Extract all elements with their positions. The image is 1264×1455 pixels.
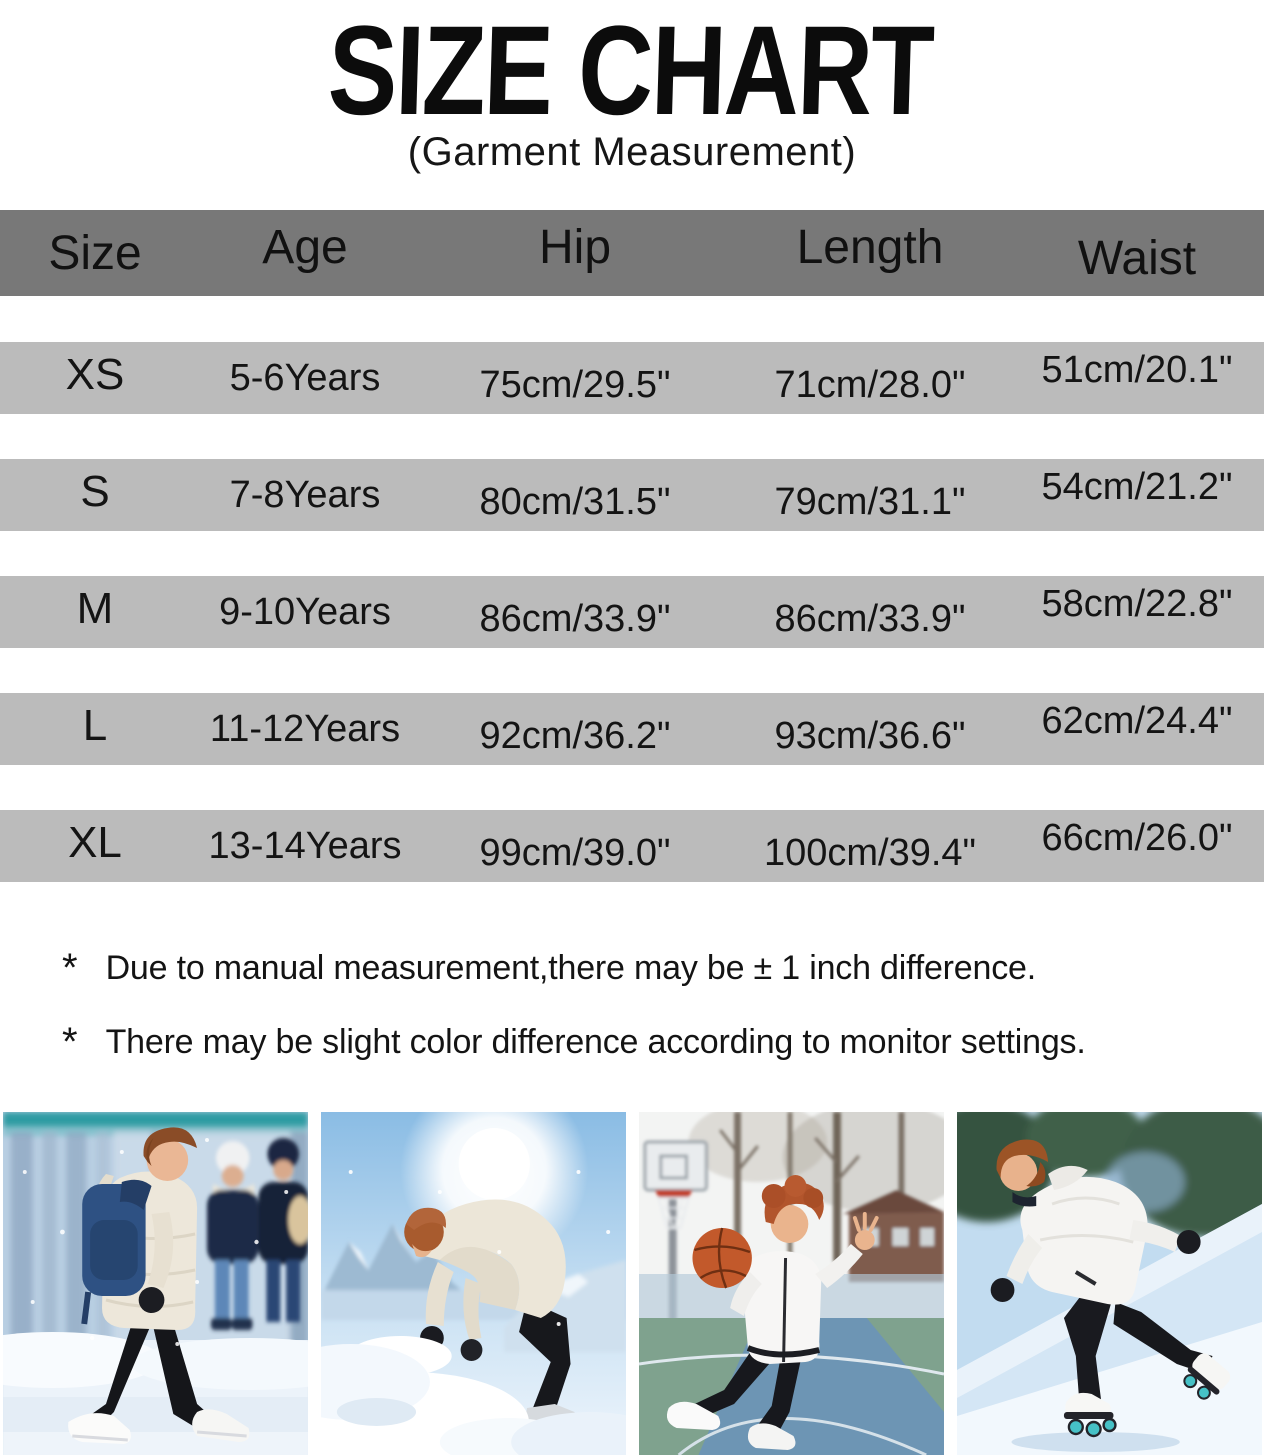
column-header-age: Age [262, 220, 348, 274]
cell-hip: 75cm/29.5" [479, 363, 671, 406]
cell-age: 11-12Years [209, 707, 401, 750]
page-subtitle: (Garment Measurement) [407, 130, 857, 174]
snow-play-scene-illustration [321, 1112, 626, 1455]
note-item [62, 1020, 1224, 1064]
cell-age: 13-14Years [208, 824, 402, 867]
table-row-m [0, 576, 1264, 648]
table-row-xs [0, 342, 1264, 414]
cell-size: L [82, 701, 108, 750]
cell-size: M [76, 584, 114, 633]
column-header-length: Length [796, 220, 944, 274]
cell-length: 93cm/36.6" [774, 714, 966, 757]
cell-hip: 80cm/31.5" [479, 480, 671, 523]
column-header-waist: Waist [1077, 231, 1197, 285]
column-header-hip: Hip [538, 220, 612, 274]
snow-ground [3, 1332, 308, 1455]
photo-boy-basketball [639, 1112, 944, 1455]
walking-scene-illustration [3, 1112, 308, 1455]
photo-boy-walking-snow [3, 1112, 308, 1455]
cell-waist: 54cm/21.2" [1041, 465, 1233, 508]
photo-boy-roller-skating [957, 1112, 1262, 1455]
column-header-size: Size [48, 226, 142, 280]
page-title: SIZE CHART [326, 0, 935, 143]
note-text: Due to manual measurement,there may be ± 1 inch difference. [105, 949, 1036, 987]
cell-length: 100cm/39.4" [763, 831, 977, 874]
cell-age: 5-6Years [229, 356, 381, 399]
cell-size: XL [68, 818, 122, 867]
cell-waist: 58cm/22.8" [1041, 582, 1233, 625]
cell-length: 79cm/31.1" [774, 480, 966, 523]
table-row-s [0, 459, 1264, 531]
photo-boy-snow-play [321, 1112, 626, 1455]
skating-scene-illustration [957, 1112, 1262, 1455]
cell-length: 71cm/28.0" [774, 363, 966, 406]
black-glove [991, 1278, 1015, 1302]
cell-hip: 92cm/36.2" [479, 714, 671, 757]
basketball-scene-illustration [639, 1112, 944, 1455]
photo-strip [3, 1112, 1262, 1455]
table-row-xl [0, 810, 1264, 882]
cell-hip: 99cm/39.0" [479, 831, 671, 874]
cell-size: S [80, 467, 110, 516]
size-table [0, 210, 1264, 927]
black-glove [1177, 1230, 1201, 1254]
cell-waist: 62cm/24.4" [1041, 699, 1233, 742]
cell-age: 9-10Years [219, 590, 391, 633]
page-header [0, 0, 1264, 175]
cell-waist: 66cm/26.0" [1041, 816, 1233, 859]
note-text: There may be slight color difference according to monitor settings. [105, 1023, 1086, 1061]
cell-age: 7-8Years [229, 473, 381, 516]
hoop-rim [655, 1190, 693, 1198]
asterisk-bullet: * [62, 946, 78, 990]
asterisk-bullet: * [62, 1020, 78, 1064]
cell-length: 86cm/33.9" [774, 597, 966, 640]
cell-waist: 51cm/20.1" [1041, 348, 1233, 391]
basketball [692, 1228, 751, 1288]
cell-hip: 86cm/33.9" [479, 597, 671, 640]
black-glove [461, 1339, 483, 1361]
note-item [62, 946, 1224, 990]
table-header-row [0, 210, 1264, 296]
table-row-l [0, 693, 1264, 765]
disclaimer-notes [62, 946, 1224, 1094]
black-mitten [139, 1287, 165, 1313]
zipper-line [784, 1258, 786, 1362]
cell-size: XS [65, 350, 125, 399]
